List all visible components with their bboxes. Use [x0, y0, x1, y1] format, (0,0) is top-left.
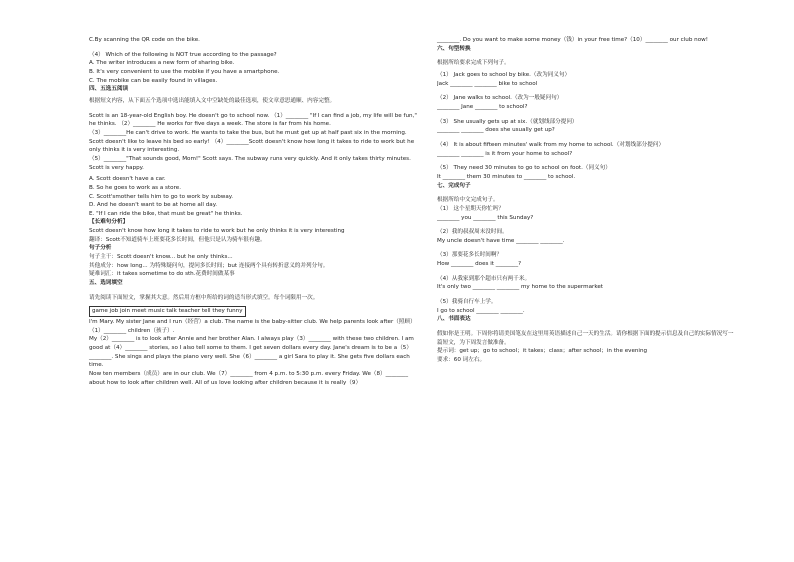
- transform-4-answer: ________ ________ is it from your home to school?: [437, 150, 573, 157]
- analysis-subtitle: 句子分析: [89, 245, 112, 252]
- complete-2-answer: My uncle doesn't have time ________ ________.: [437, 237, 565, 244]
- complete-1-answer: ________ you ________ this Sunday?: [437, 214, 534, 221]
- passage-paragraph-3: （5）________"That sounds good, Mom!" Scott says. The subway runs very quickly. And it only takes thirty minutes. Scott is very happy.: [89, 155, 411, 171]
- analysis-other-parts: 其他成分：how long... 为特殊疑问句，提问多长时间；but 连接两个具有转折意义的并列分句。: [89, 262, 329, 269]
- transform-2-answer: ________ Jane ________ to school?: [437, 103, 528, 110]
- transform-5-answer: It ________ them 30 minutes to ________ to school.: [437, 173, 576, 180]
- passage-2-paragraph-2: My（2）________ is to look after Annie and her brother Alan. I always play（3）________ with these two children. I am good at（4）________ stories, so I also tell some to them. I get seven dollars every day. Jane's dream is to be a（5）________. She sings and plays the piano very well. She（6）________ a girl Sara to play it. She gets five dollars each time.: [89, 336, 414, 369]
- transform-5-question: （5） They need 30 minutes to go to school on foot.（同义句）: [437, 165, 611, 172]
- writing-keywords: 提示词：get up；go to school；it takes；class；after school；in the evening: [437, 348, 648, 355]
- complete-5-question: （5）我骑自行车上学。: [437, 299, 497, 306]
- answer-option-a: A. Scott doesn't have a car.: [89, 176, 166, 183]
- writing-requirement: 要求：60 词左右。: [437, 357, 486, 364]
- question-4-option-b: B. It's very convenient to use the mobike if you have a smartphone.: [89, 68, 280, 75]
- complete-1-question: （1） 这个星期天你忙吗？: [437, 205, 504, 212]
- passage-2-paragraph-1: I'm Mary. My sister Jane and I run（经营）a club. The name is the baby-sitter club. We help parents look after（照顾）（1）________ children（孩子）.: [89, 319, 416, 334]
- complete-3-question: （3）那要花多长时间啊？: [437, 252, 503, 259]
- section-5-instruction: 请先阅读下面短文，掌握其大意。然后用方框中所给的词的适当形式填空。每个词限用一次。: [89, 294, 319, 301]
- passage-paragraph-2: （3）________He can't drive to work. He wants to take the bus, but he must get up at half past six in the morning. Scott doesn't like to leave his bed so early! （4）________Scott doesn't know how long it takes to ride to work but he only thinks it is very interesting.: [89, 129, 415, 154]
- complete-4-question: （4）从我家到那个超市只有两千米。: [437, 275, 531, 282]
- complete-4-answer: It's only two ________ ________ my home to the supermarket: [437, 284, 603, 291]
- complete-2-question: （2）我的叔叔周末没时间。: [437, 229, 508, 236]
- transform-4-question: （4） It is about fifteen minutes' walk from my home to school.（对划线部分提问）: [437, 141, 665, 148]
- question-4-option-a: A. The writer introduces a new form of sharing bike.: [89, 60, 235, 67]
- analysis-title: 【长难句分析】: [89, 219, 129, 226]
- complete-3-answer: How ________ does it ________?: [437, 261, 522, 268]
- passage-paragraph-1: Scott is an 18-year-old English boy. He doesn't go to school now. （1）________ "If I can find a job, my life will be fun," he thinks. （2）________ He works for five days a week. The store is far from his home.: [89, 112, 417, 128]
- question-4: （4） Which of the following is NOT true according to the passage?: [89, 51, 277, 58]
- section-7-heading: 七、完成句子: [437, 182, 471, 189]
- section-4-heading: 四、五选五阅读: [89, 86, 129, 93]
- word-box: game job join meet music talk teacher tell they funny: [89, 306, 246, 317]
- answer-option-d: D. And he doesn't want to be at home all day.: [89, 202, 218, 209]
- section-6-heading: 六、句型转换: [437, 45, 471, 52]
- transform-1-question: （1） Jack goes to school by bike.（改为同义句）: [437, 71, 571, 78]
- answer-option-e: E. "If I can ride the bike, that must be great" he thinks.: [89, 210, 243, 217]
- writing-prompt: 假如你是王明。下周你将请美国笔友在这里用英语描述自己一天的生活。请你根据下面的提示信息及自己的实际情况写一篇短文，为下周发言做准备。: [437, 331, 734, 346]
- complete-5-answer: I go to school ________ ________.: [437, 307, 525, 314]
- section-4-instruction: 根据短文内容，从下面五个选项中选出能填入文中空缺处的最佳选项，使文章意思通顺、内容完整。: [89, 97, 336, 104]
- answer-option-b: B. So he goes to work as a store.: [89, 184, 181, 191]
- passage-2-paragraph-3: Now ten members（成员）are in our club. We（7）________ from 4 p.m. to 5:30 p.m. every Friday. We（8）________ about how to look after children well. All of us love looking after children because it is really（9）: [89, 370, 409, 386]
- analysis-sentence: Scott doesn't know how long it takes to ride to work but he only thinks it is very interesting: [89, 228, 345, 235]
- section-6-instruction: 根据所给要求完成下列句子。: [437, 60, 510, 67]
- section-8-heading: 八、书面表达: [437, 316, 471, 323]
- section-7-instruction: 根据所给中文完成句子。: [437, 197, 499, 204]
- transform-3-question: （3） She usually gets up at six.（就划线部分提问）: [437, 118, 578, 125]
- analysis-translation: 翻译：Scott不知道骑车上班要花多长时间，但他只是认为骑车很有趣。: [89, 236, 266, 243]
- option-c-line: C.By scanning the QR code on the bike.: [89, 37, 200, 43]
- section-5-heading: 五、选词填空: [89, 280, 123, 287]
- transform-1-answer: Jack ________ ________ bike to school: [437, 80, 538, 87]
- analysis-main-clause: 句子主干：Scott doesn't know... but he only thinks...: [89, 254, 233, 261]
- transform-3-answer: ________ ________ does she usually get up?: [437, 127, 555, 134]
- passage-2-ending: ________. Do you want to make some money（钱）in your free time?（10）________ our club now!: [437, 37, 708, 43]
- transform-2-question: （2） Jane walks to school.（改为一般疑问句）: [437, 95, 563, 102]
- left-column: [89, 36, 419, 387]
- analysis-vocabulary: 疑难词汇：it takes sometime to do sth.花费时间做某事: [89, 271, 235, 278]
- question-4-option-c: C. The mobike can be easily found in villages.: [89, 77, 218, 84]
- right-column: [437, 36, 737, 365]
- answer-option-c: C. Scott'smother tells him to go to work by subway.: [89, 193, 234, 200]
